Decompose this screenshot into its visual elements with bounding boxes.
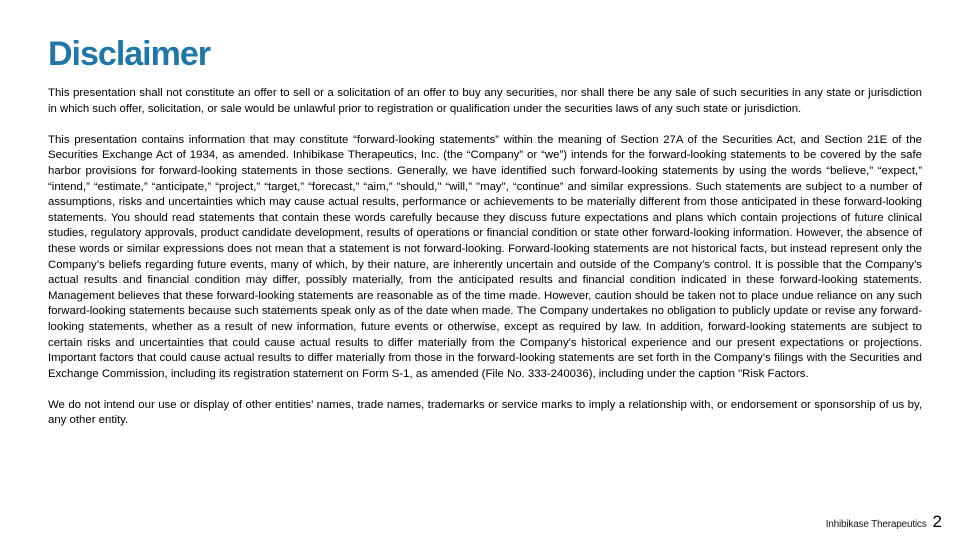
disclaimer-body (48, 86, 922, 445)
slide-footer (826, 512, 942, 532)
company-name: Inhibikase Therapeutics (825, 519, 927, 530)
page-number: 2 (932, 512, 942, 531)
paragraph-offer: This presentation shall not constitute an offer to sell or a solicitation of an offer to buy any securities, nor shall there be any sale of such securities in any state or jurisdiction in which such offer, solicitation, or sale would be unlawful prior to registration or qualification under the securities laws of any such state or jurisdiction. (48, 87, 922, 115)
paragraph-forward-looking: This presentation contains information that may constitute “forward-looking statements” within the meaning of Section 27A of the Securities Act, and Section 21E of the Securities Exchange Act of 1934, as amended. Inhibikase Therapeutics, Inc. (the “Company” or “we”) intends for the forward-looking statements to be covered by the safe harbor provisions for forward-looking statements in those sections. Generally, we have identified such forward-looking statements by using the words “believe,” “expect,” “intend,” “estimate,” “anticipate,” “project,” “target,” “forecast,” “aim,” "should," “will,” "may", “continue” and similar expressions. Such statements are subject to a number of assumptions, risks and uncertainties which may cause actual results, performance or achievements to be materially different from those anticipated in these forward-looking statements. You should read statements that contain these words carefully because they discuss future expectations and plans which contain projections of future clinical studies, regulatory approvals, product candidate development, results of operations or financial condition or state other forward-looking information. However, the absence of these words or similar expressions does not mean that a statement is not forward-looking. Forward-looking statements are not historical facts, but instead represent only the Company’s beliefs regarding future events, many of which, by their nature, are inherently uncertain and outside of the Company’s control. It is possible that the Company’s actual results and financial condition may differ, possibly materially, from the anticipated results and financial condition indicated in these forward-looking statements. Management believes that these forward-looking statements are reasonable as of the time made. However, caution should be taken not to place undue reliance on any such forward-looking statements because such statements speak only as of the date when made. The Company undertakes no obligation to publicly update or revise any forward-looking statements, whether as a result of new information, future events or otherwise, except as required by law. In addition, forward-looking statements are subject to certain risks and uncertainties that could cause actual results to differ materially from the Company's historical experience and our present expectations or projections. Important factors that could cause actual results to differ materially from those in the forward-looking statements are set forth in the Company’s filings with the Securities and Exchange Commission, including its registration statement on Form S-1, as amended (File No. 333-240036), including under the caption "Risk Factors. (48, 133, 922, 380)
paragraph-trademarks: We do not intend our use or display of other entities’ names, trade names, trademarks or service marks to imply a relationship with, or endorsement or sponsorship of us by, any other entity. (48, 398, 922, 427)
slide-title: Disclaimer (48, 35, 210, 73)
